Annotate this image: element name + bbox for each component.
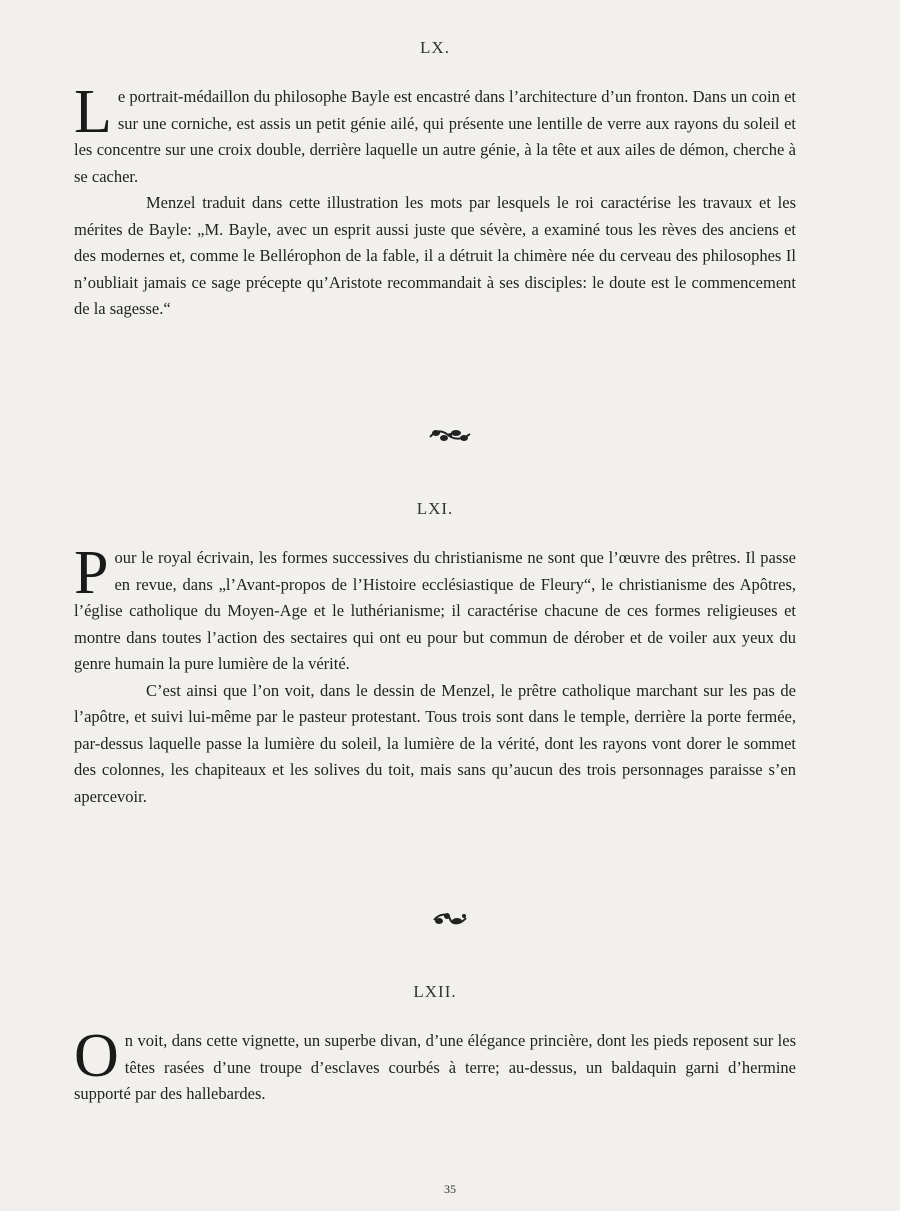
paragraph [74,539,796,678]
floral-vignette-icon [0,910,900,933]
paragraph-text: our le royal écrivain, les formes successives du christianisme ne sont que l’œuvre des prêtres. Il passe en revue, dans „l’Avant-propos de l’Histoire ecclésiastique de Fleury“, le christianisme des Apôtres, l’église catholique du Moyen-Age et le luthérianisme; il caractérise chacune de ces formes religieuses et montre dans toutes l’action des sectaires qui ont eu pour but commun de dérober et de voiler aux yeux du genre humain la pure lumière de la vérité. [74,548,796,673]
section-heading: LX. [420,38,450,57]
paragraph-text: n voit, dans cette vignette, un superbe divan, d’une élégance princière, dont les pieds reposent sur les têtes rasées d’une troupe d’esclaves courbés à terre; au-dessus, un baldaquin garni d’hermine supporté par des hallebardes. [74,1031,796,1103]
section-lx [74,38,796,323]
section-lxi [74,499,796,810]
paragraph [74,78,796,190]
paragraph [74,1022,796,1108]
paragraph-text: e portrait-médaillon du philosophe Bayle est encastré dans l’architecture d’un fronton. Dans un coin et sur une corniche, est assis un petit génie ailé, qui présente une lentille de verre aux rayons du soleil et les concentre sur une croix double, derrière laquelle un autre génie, à la tête et aux ailes de démon, cherche à se cacher. [74,87,796,186]
section-heading: LXII. [413,982,457,1001]
drop-cap: L [74,78,112,146]
drop-cap: P [74,539,109,607]
page-number: 35 [444,1182,456,1196]
floral-vignette-icon [0,426,900,449]
section-heading: LXI. [416,499,454,518]
drop-cap: O [74,1022,119,1090]
section-lxii [74,982,796,1108]
paragraph: Menzel traduit dans cette illustration les mots par lesquels le roi caractérise les travaux et les mérites de Bayle: „M. Bayle, avec un esprit aussi juste que sévère, a examiné tous les rèves des anciens et des modernes et, comme le Bellérophon de la fable, il a détruit la chimère née du cerveau des philosophes Il n’oubliait jamais ce sage précepte qu’Aristote recommandait à ses disciples: le doute est le commencement de la sagesse.“ [74,193,796,318]
paragraph: C’est ainsi que l’on voit, dans le dessin de Menzel, le prêtre catholique marchant sur les pas de l’apôtre, et suivi lui-même par le pasteur protestant. Tous trois sont dans le temple, derrière la porte fermée, par-dessus laquelle passe la lumière du soleil, la lumière de la vérité, dont les rayons vont dorer le sommet des colonnes, les chapiteaux et les solives du toit, mais sans qu’aucun des trois personnages paraisse s’en apercevoir. [74,680,796,806]
